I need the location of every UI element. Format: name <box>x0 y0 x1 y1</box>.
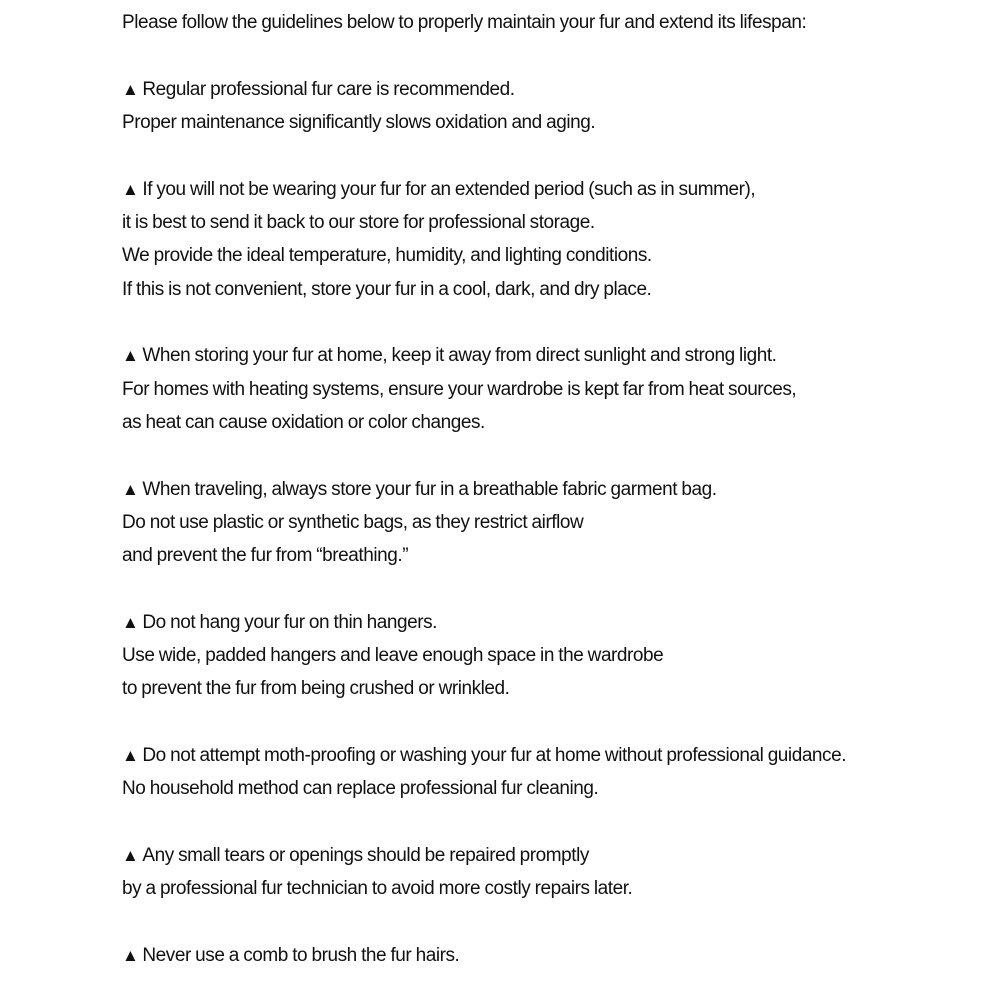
guideline-detail: For homes with heating systems, ensure your wardrobe is kept far from heat sources, <box>122 378 797 400</box>
guideline-detail: We provide the ideal temperature, humidity, and lighting conditions. <box>122 245 652 267</box>
guideline-lead-text: Regular professional fur care is recommended. <box>142 78 515 100</box>
guideline-list <box>122 77 982 977</box>
guideline-lead-text: Do not hang your fur on thin hangers. <box>142 611 438 633</box>
guideline-detail: Do not use plastic or synthetic bags, as they restrict airflow <box>122 511 584 533</box>
guideline-lead <box>122 743 982 776</box>
triangle-bullet-icon: ▲ <box>122 946 139 966</box>
fur-care-guidelines <box>122 10 982 976</box>
guideline-detail: No household method can replace professional fur cleaning. <box>122 778 599 800</box>
guideline-item <box>122 743 982 810</box>
guideline-detail: If this is not convenient, store your fur in a cool, dark, and dry place. <box>122 278 652 300</box>
triangle-bullet-icon: ▲ <box>122 846 139 866</box>
guideline-item <box>122 343 982 443</box>
guideline-lead <box>122 177 982 210</box>
triangle-bullet-icon: ▲ <box>122 612 139 632</box>
guideline-lead <box>122 77 982 110</box>
guideline-item <box>122 77 982 144</box>
guideline-lead-text: Do not attempt moth-proofing or washing your fur at home without professional guidance. <box>142 745 847 767</box>
guideline-item <box>122 177 982 310</box>
guideline-item <box>122 610 982 710</box>
guideline-lead-text: When traveling, always store your fur in a breathable fabric garment bag. <box>142 478 717 500</box>
guideline-detail: to prevent the fur from being crushed or wrinkled. <box>122 678 510 700</box>
guideline-detail: by a professional fur technician to avoid more costly repairs later. <box>122 878 633 900</box>
guideline-detail: as heat can cause oxidation or color changes. <box>122 411 485 433</box>
guideline-lead-text: Never use a comb to brush the fur hairs. <box>142 945 460 967</box>
guideline-lead-text: Any small tears or openings should be repaired promptly <box>142 845 589 867</box>
guideline-item <box>122 843 982 910</box>
guideline-lead <box>122 843 982 876</box>
guideline-item <box>122 477 982 577</box>
triangle-bullet-icon: ▲ <box>122 746 139 766</box>
intro-text: Please follow the guidelines below to properly maintain your fur and extend its lifespan: <box>122 12 807 33</box>
guideline-detail: Use wide, padded hangers and leave enough space in the wardrobe <box>122 645 664 667</box>
guideline-lead-text: When storing your fur at home, keep it away from direct sunlight and strong light. <box>142 345 777 367</box>
guideline-lead <box>122 610 982 643</box>
triangle-bullet-icon: ▲ <box>122 479 139 499</box>
guideline-lead <box>122 477 982 510</box>
guideline-detail: and prevent the fur from “breathing.” <box>122 545 409 567</box>
guideline-lead-text: If you will not be wearing your fur for an extended period (such as in summer), <box>142 178 756 200</box>
guideline-lead <box>122 943 982 976</box>
guideline-detail: Proper maintenance significantly slows oxidation and aging. <box>122 111 596 133</box>
guideline-detail: it is best to send it back to our store for professional storage. <box>122 211 595 233</box>
triangle-bullet-icon: ▲ <box>122 346 139 366</box>
triangle-bullet-icon: ▲ <box>122 79 139 99</box>
guideline-item <box>122 943 982 976</box>
triangle-bullet-icon: ▲ <box>122 179 139 199</box>
guideline-lead <box>122 343 982 376</box>
